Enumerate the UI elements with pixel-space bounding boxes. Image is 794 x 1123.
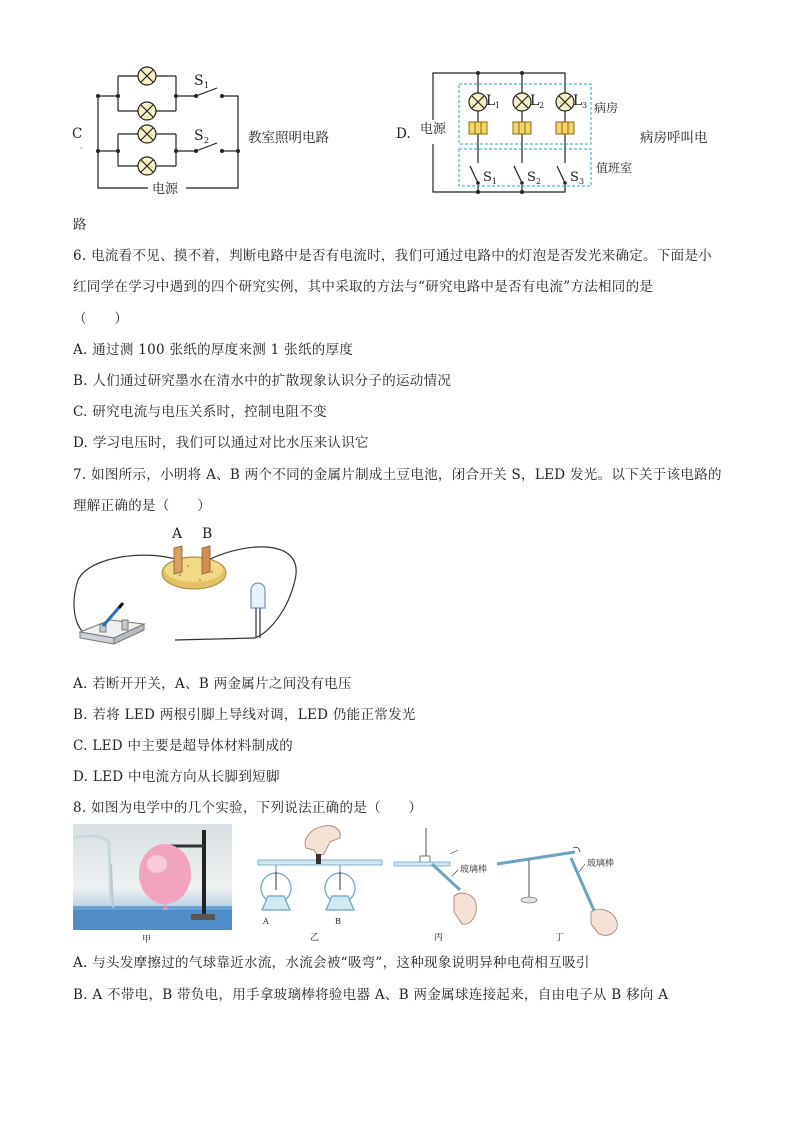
circuit-c-caption: 教室照明电路 [248,130,329,146]
svg-text:1: 1 [204,81,210,90]
lamp-l2-label: L [530,93,540,109]
glass-rod-label-2: 玻璃棒 [587,859,615,869]
plate-b-label: B [202,526,213,542]
circuit-d-caption: 病房呼叫电 [640,130,708,146]
q7-option-c: C. LED 中主要是超导体材料制成的 [73,738,294,754]
balloon-water-photo [73,824,232,930]
svg-text:2: 2 [204,136,210,145]
q7-stem-line2: 理解正确的是（ ） [73,498,211,514]
electroscope-figure [254,820,389,943]
q6-answer-bracket: （ ） [73,311,129,327]
q6-option-a: A. 通过测 100 张纸的厚度来测 1 张纸的厚度 [73,342,354,358]
q6-stem-line1: 6. 电流看不见、摸不着，判断电路中是否有电流时，我们可通过电路中的灯泡是否发光来确定。下面是小 [73,248,713,264]
option-d-label: D. [396,126,411,142]
switch-s3-label: S [570,170,579,185]
q8-option-b: B. A 不带电，B 带负电，用手拿玻璃棒将验电器 A、B 两金属球连接起来，自由电子从 B 移向 A [73,987,669,1003]
suspended-rod-figure [392,826,492,943]
q6-stem-line2: 红同学在学习中遇到的四个研究实例，其中采取的方法与“研究电路中是否有电流”方法相同的是 [73,279,654,295]
duty-room-label: 值班室 [596,161,633,175]
circuit-d-diagram [415,66,645,196]
q7-option-a: A. 若断开开关，A、B 两金属片之间没有电压 [73,676,352,692]
switch-s2-label: S [527,170,536,185]
q6-option-b: B. 人们通过研究墨水在清水中的扩散现象认识分子的运动情况 [73,373,452,389]
glass-rod-label-1: 玻璃棒 [460,865,488,875]
q8-option-a: A. 与头发摩擦过的气球靠近水流，水流会被“吸弯”，这种现象说明异种电荷相互吸引 [73,955,590,971]
circuit-c-s1-label: S [194,73,204,89]
circuit-c-s2-label: S [194,128,204,144]
q7-option-d: D. LED 中电流方向从长脚到短脚 [73,769,280,785]
svg-text:1: 1 [495,101,501,110]
lamp-l3-label: L [573,93,583,109]
q6-option-d: D. 学习电压时，我们可以通过对比水压来认识它 [73,435,369,451]
ward-label: 病房 [594,101,619,115]
q7-option-b: B. 若将 LED 两根引脚上导线对调，LED 仍能正常发光 [73,707,416,723]
q8-stem: 8. 如图为电学中的几个实验，下列说法正确的是（ ） [73,800,423,816]
svg-text:3: 3 [579,177,585,186]
svg-text:3: 3 [582,101,588,110]
circuit-d-caption-cont: 路 [73,217,87,233]
q7-stem-line1: 7. 如图所示，小明将 A、B 两个不同的金属片制成土豆电池，闭合开关 S，LED 发光。以下关于该电路的 [73,467,722,483]
circuit-d-power-label: 电源 [420,122,447,137]
switch-s1-label: S [483,170,492,185]
q6-option-c: C. 研究电流与电压关系时，控制电阻不变 [73,404,327,420]
pivot-rod-figure [495,838,635,943]
svg-text:1: 1 [492,177,498,186]
svg-text:2: 2 [536,177,542,186]
fig-bing-caption: 丙 [434,933,444,943]
electroscope-b-label: B [335,917,341,926]
lamp-l1-label: L [486,93,496,109]
potato-battery-figure [70,520,305,650]
circuit-c-power-label: 电源 [152,182,179,197]
option-c-label: C [72,126,83,142]
electroscope-a-label: A [263,917,269,926]
plate-a-label: A [172,526,183,542]
fig-ding-caption: 丁 [555,933,565,943]
fig-yi-caption: 乙 [310,933,320,943]
fig-jia-caption: 甲 [142,935,152,945]
svg-text:2: 2 [539,101,545,110]
